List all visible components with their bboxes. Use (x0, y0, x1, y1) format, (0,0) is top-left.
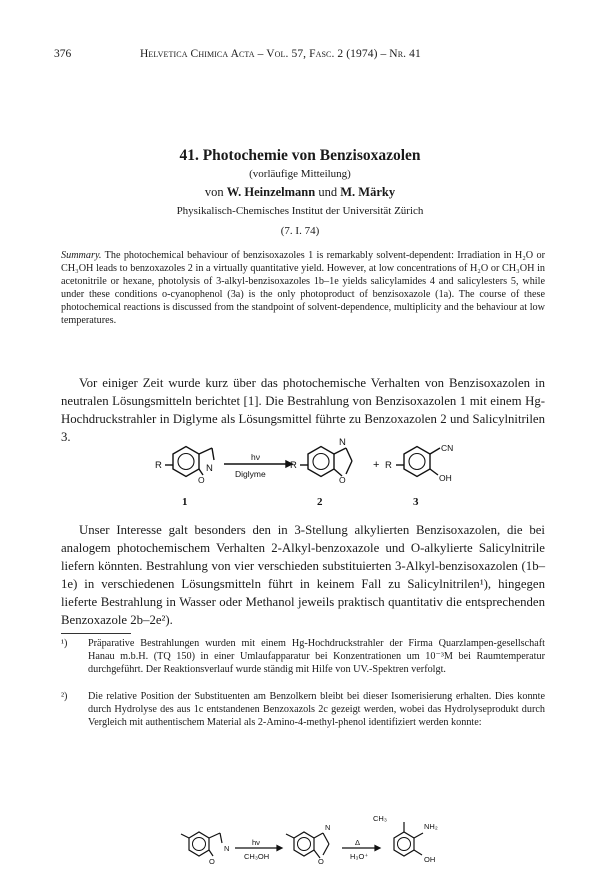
s2-arrow1-bottom: CH₃OH (244, 852, 270, 861)
compound-label-2: 2 (317, 496, 323, 508)
n-atom-1: N (206, 463, 213, 474)
arrow-label-hv: hν (251, 452, 260, 462)
running-title: Helvetica Chimica Acta – Vol. 57, Fasc. 2 (1974) – Nr. 41 (140, 48, 421, 60)
article-title: 41. Photochemie von Benzisoxazolen (179, 147, 421, 164)
aminomethylphenol-structure (394, 822, 423, 856)
compound-label-1: 1 (182, 496, 188, 508)
author-1: W. Heinzelmann (226, 185, 316, 199)
salicylnitrile-structure (396, 447, 440, 477)
s2-arrow1-top: hν (252, 838, 260, 847)
summary-label: Summary. (61, 250, 102, 261)
s2-o-atom-2: O (318, 857, 324, 866)
authors-prefix: von (204, 185, 224, 199)
footnote-2 (61, 690, 545, 729)
o-atom-1: O (198, 475, 205, 485)
benzoxazole-structure (300, 447, 352, 477)
body-paragraph-2: Unser Interesse galt besonders den in 3-Stellung alkylierten Benzisoxazolen, die bei analogem photochemischem Verhalten 2-Alkyl-benzoxazole und O-alkylierte Salicylnitrile liefern könnten. Bestrahlung von vier verschieden substituierten 3-Alkyl-benzisoxazolen (1b–1e) in verschiedenen Lösungsmitteln führt in keinem Fall zu Salicylnitrilen¹), hingegen lieferte Bestrahlung in Wasser oder Methanol jeweils praktisch quantitativ die entsprechenden Benzoxazole 2b–2e²). (61, 523, 545, 627)
arrow-label-solvent: Diglyme (235, 469, 266, 479)
institution: Physikalisch-Chemisches Institut der Universität Zürich (176, 205, 424, 217)
s2-arrow2-bottom: H₃O⁺ (350, 852, 369, 861)
o-atom-2: O (339, 475, 346, 485)
oh-group: OH (439, 473, 452, 483)
author-2: M. Märky (340, 185, 396, 199)
plus-sign: + (373, 459, 380, 471)
footnote-1 (61, 637, 545, 676)
s2-nh2-group: NH₂ (424, 822, 438, 831)
s2-n-atom-1: N (224, 844, 230, 853)
authors-joiner: und (318, 185, 338, 199)
methylbenzoxazole-structure (286, 832, 329, 858)
compound-label-3: 3 (413, 496, 419, 508)
n-atom-2: N (339, 437, 346, 448)
r-group-2: R (290, 460, 297, 471)
footnote-2-marker: ²) (61, 691, 68, 702)
footnote-separator (61, 633, 131, 634)
footnote-1-marker: ¹) (61, 638, 68, 649)
article-subtitle: (vorläufige Mitteilung) (249, 168, 351, 180)
footnote-1-text: Präparative Bestrahlungen wurden mit einem Hg-Hochdruckstrahler der Firma Quarzlampen-gesellschaft Hanau m.b.H. (TQ 150) in einer Umlaufapparatur bei Konzentrationen um 10⁻³M bei Raumtemperatur durchgeführt. Der Reaktionsverlauf wurde ständig mit Hilfe von UV.-Spektren verfolgt. (88, 638, 545, 676)
body-paragraph-1: Vor einiger Zeit wurde kurz über das photochemische Verhalten von Benzisoxazolen in neutralen Lösungsmitteln berichtet [1]. Die Bestrahlung von Benzisoxazolen 1 mit einem Hg-Hochdruckstrahler in Diglyme als Lösungsmittel führte zu Benzoxazolen 2 und Salicylnitrilen 3. (61, 376, 545, 444)
cn-group: CN (441, 443, 454, 453)
s2-ch3-group: CH₃ (373, 814, 387, 823)
received-date: (7. I. 74) (280, 225, 320, 237)
methylbenzisoxazole-structure (181, 832, 222, 856)
summary-text: The photochemical behaviour of benzisoxazoles 1 is remarkably solvent-dependent: Irradiation in H₂O or CH₃OH leads to benzoxazoles 2 in a virtually quantitative yield. However, at low concentrations of H₂O or CH₃OH in acetonitrile or hexane, photolysis of 3-alkyl-benzisoxazoles 1b–1e yields salicylamides 4 and salicylesters 5, while under these conditions o-cyanophenol (3a) is the only photoproduct of benzisoxazole (1a). The course of these photochemical reactions is discussed from the standpoint of solvent-dependence, multiplicity and the behaviour at low temperatures. (61, 250, 545, 327)
s2-arrow2-top: Δ (355, 838, 361, 847)
s2-n-atom-2: N (325, 823, 331, 832)
page-number: 376 (54, 48, 72, 60)
s2-o-atom-1: O (209, 857, 215, 866)
r-group-1: R (155, 460, 162, 471)
footnote-2-text: Die relative Position der Substituenten am Benzolkern bleibt bei dieser Isomerisierung erhalten. Dies konnte durch Hydrolyse des aus 1c entstandenen Benzoxazols 2c gezeigt werden, wobei das Hydrolyseprodukt durch Vergleich mit authentischem Material als 2-Amino-4-methyl-phenol identifiziert werden konnte: (88, 691, 545, 729)
s2-oh-group: OH (424, 855, 436, 864)
r-group-3: R (385, 460, 392, 471)
